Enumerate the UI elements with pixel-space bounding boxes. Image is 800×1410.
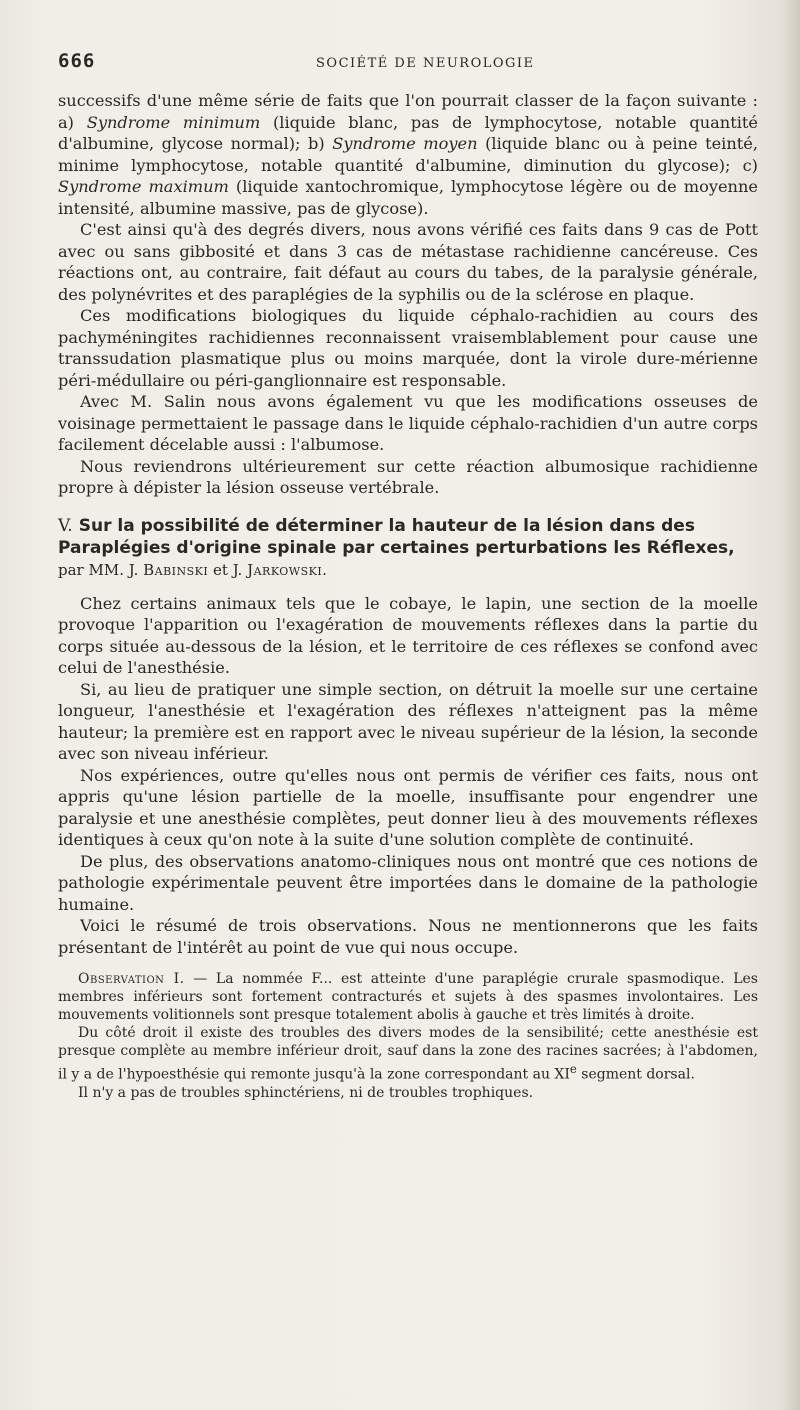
text-run: Du côté droit il existe des troubles des divers modes de la sensibilité; cette anesthésie est presque complète au membre inférieur droit, sauf dans la zone des racines sacrées; à l'abdomen, il y a de l'hypoesthésie qui remonte jusqu'à la zone correspondant au XI — [58, 1025, 758, 1083]
journal-title: SOCIÉTÉ DE NEUROLOGIE — [316, 56, 535, 71]
authors-mid: et J. — [208, 560, 248, 579]
author-jarkowski: Jarkowski — [247, 560, 323, 579]
paragraph-albumosic-reaction: Nous reviendrons ultérieurement sur cette réaction albumosique rachidienne propre à dépister la lésion osseuse vertébrale. — [58, 456, 758, 497]
section-heading — [58, 515, 758, 581]
observation-paragraph-3: Il n'y a pas de troubles sphinctériens, ni de troubles trophiques. — [78, 1084, 534, 1101]
author-babinski: Babinski — [143, 560, 209, 579]
paragraph-anatomo-clinical: De plus, des observations anatomo-cliniques nous ont montré que ces notions de pathologie expérimentale peuvent être importées dans le domaine de la pathologie humaine. — [58, 851, 758, 914]
observation-paragraph-2 — [58, 1024, 758, 1084]
paragraph-summary-intro: Voici le résumé de trois observations. Nous ne mentionnerons que les faits présentant de l'intérêt au point de vue qui nous occupe. — [58, 916, 758, 957]
text-run: (liquide blanc ou à peine teinté, minime lymphocytose, notable quantité d'albumine, diminution du glycose); c) — [58, 134, 758, 175]
paragraph-syndromes — [58, 90, 758, 219]
paragraph-pott-cases: C'est ainsi qu'à des degrés divers, nous avons vérifié ces faits dans 9 cas de Pott avec ou sans gibbosité et dans 3 cas de métastase rachidienne cancéreuse. Ces réactions ont, au contraire, fait défaut au cours du tabes, de la paralysie générale, des polynévrites et des paraplégies de la syphilis ou de la sclérose en plaque. — [58, 220, 758, 304]
superscript: e — [569, 1062, 577, 1076]
page-number: 666 — [58, 50, 96, 72]
syndrome-moyen-term: Syndrome moyen — [332, 134, 478, 153]
paragraph-destroyed-marrow: Si, au lieu de pratiquer une simple section, on détruit la moelle sur une certaine longueur, l'anesthésie et l'exagération des réflexes n'atteignent pas la même hauteur; la première est en rapport avec le niveau supérieur de la lésion, la seconde avec son niveau inférieur. — [58, 679, 758, 763]
paragraph-albumose: Avec M. Salin nous avons également vu que les modifications osseuses de voisinage permettaient le passage dans le liquide céphalo-rachidien d'un autre corps facilement décelable aussi : l'albumose. — [58, 392, 758, 454]
running-header — [58, 50, 760, 78]
syndrome-maximum-term: Syndrome maximum — [58, 177, 229, 196]
authors-prefix: par MM. J. — [58, 560, 144, 579]
paragraph-experiments: Nos expériences, outre qu'elles nous ont permis de vérifier ces faits, nous ont appris qu'une lésion partielle de la moelle, insuffisante pour engendrer une paralysie et une anesthésie complètes, peut donner lieu à des mouvements réflexes identiques à ceux qu'on note à la suite d'une solution complète de continuité. — [58, 765, 758, 849]
section-title: Sur la possibilité de déterminer la hauteur de la lésion dans des Paraplégies d'origine spinale par certaines perturbations les Réflexes, — [58, 515, 735, 558]
section-authors — [58, 561, 327, 579]
observation-paragraph-1 — [58, 970, 758, 1024]
text-run: (liquide xantochromique, lymphocytose légère ou de moyenne intensité, albumine massive, pas de glycose). — [58, 177, 758, 218]
text-run: (liquide blanc, pas de lymphocytose, notable quantité d'albumine, glycose normal); b) — [58, 112, 758, 153]
paragraph-animal-section: Chez certains animaux tels que le cobaye, le lapin, une section de la moelle provoque l'apparition ou l'exagération de mouvements réflexes dans la partie du corps située au-dessous de la lésion, et le territoire de ces réflexes se confond avec celui de l'anesthésie. — [58, 593, 758, 677]
section-number: V. — [58, 515, 73, 536]
syndrome-minimum-term: Syndrome minimum — [86, 112, 261, 132]
observation-block — [58, 970, 758, 1102]
page-body — [58, 90, 758, 1102]
authors-end: . — [322, 560, 327, 579]
observation-label: Observation I. — [78, 971, 185, 987]
text-run: — La nommée F... est atteinte d'une paraplégie crurale spasmodique. Les membres inférieurs sont fortement contracturés et sujets à des spasmes involontaires. Les mouvements volitionnels sont presque totalement abolis à gauche et très limités à droite. — [58, 971, 758, 1023]
paragraph-biological-modifications: Ces modifications biologiques du liquide céphalo-rachidien au cours des pachyméningites rachidiennes reconnaissent vraisemblablement pour cause une transsudation plasmatique plus ou moins marquée, dont la virole dure-mérienne péri-médullaire ou péri-ganglionnaire est responsable. — [58, 306, 758, 390]
text-run: successifs d'une même série de faits que l'on pourrait classer de la façon suivante : a) — [58, 91, 758, 132]
text-run: segment dorsal. — [576, 1066, 695, 1083]
